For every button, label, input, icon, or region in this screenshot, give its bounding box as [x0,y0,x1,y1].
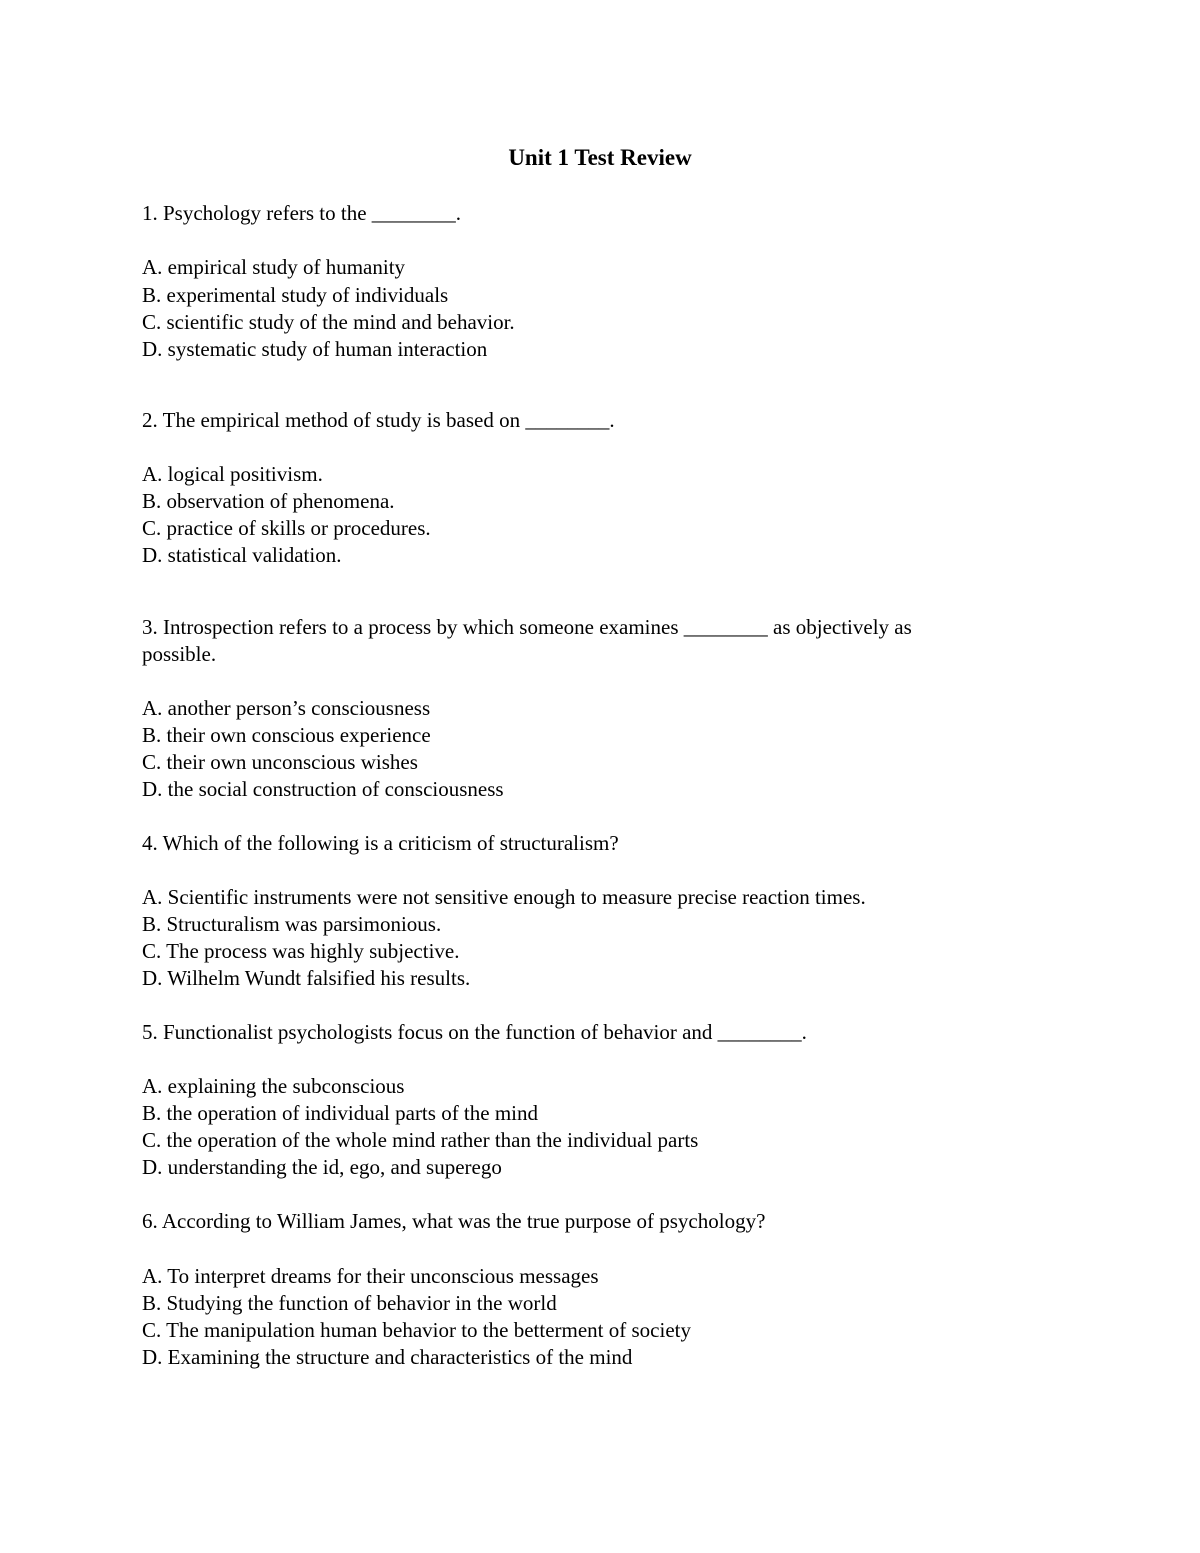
question-6-option-c: C. The manipulation human behavior to the betterment of society [142,1318,691,1342]
question-1-option-d: D. systematic study of human interaction [142,337,488,361]
question-5-option-b: B. the operation of individual parts of the mind [142,1101,539,1125]
question-5-option-d: D. understanding the id, ego, and superego [142,1155,502,1179]
question-6-option-b: B. Studying the function of behavior in the world [142,1291,557,1315]
question-4-stem: 4. Which of the following is a criticism of structuralism? [142,831,619,855]
question-3-option-c: C. their own unconscious wishes [142,750,418,774]
question-2-option-a: A. logical positivism. [142,462,323,486]
question-2-option-d: D. statistical validation. [142,543,342,567]
question-6-option-a: A. To interpret dreams for their unconscious messages [142,1264,599,1288]
question-1-stem: 1. Psychology refers to the ________. [142,201,462,225]
question-4-option-d: D. Wilhelm Wundt falsified his results. [142,966,471,990]
question-3-option-b: B. their own conscious experience [142,723,431,747]
question-3-stem: 3. Introspection refers to a process by which someone examines ________ as objectively as [142,615,912,639]
question-1-option-c: C. scientific study of the mind and behavior. [142,310,515,334]
question-4-option-b: B. Structuralism was parsimonious. [142,912,442,936]
question-2-option-c: C. practice of skills or procedures. [142,516,431,540]
question-2-stem: 2. The empirical method of study is based on ________. [142,408,615,432]
question-3-option-a: A. another person’s consciousness [142,696,431,720]
question-6-stem: 6. According to William James, what was the true purpose of psychology? [142,1209,766,1233]
question-2-option-b: B. observation of phenomena. [142,489,395,513]
question-5-option-a: A. explaining the subconscious [142,1074,405,1098]
question-4-option-c: C. The process was highly subjective. [142,939,460,963]
question-6-option-d: D. Examining the structure and characteristics of the mind [142,1345,633,1369]
page-title: Unit 1 Test Review [508,145,692,170]
question-5-option-c: C. the operation of the whole mind rather than the individual parts [142,1128,699,1152]
question-3-option-d: D. the social construction of consciousness [142,777,504,801]
question-4-option-a: A. Scientific instruments were not sensitive enough to measure precise reaction times. [142,885,866,909]
question-5-stem: 5. Functionalist psychologists focus on the function of behavior and ________. [142,1020,807,1044]
question-1-option-a: A. empirical study of humanity [142,255,406,279]
question-1-option-b: B. experimental study of individuals [142,283,449,307]
question-3-stem-continued: possible. [142,642,217,666]
